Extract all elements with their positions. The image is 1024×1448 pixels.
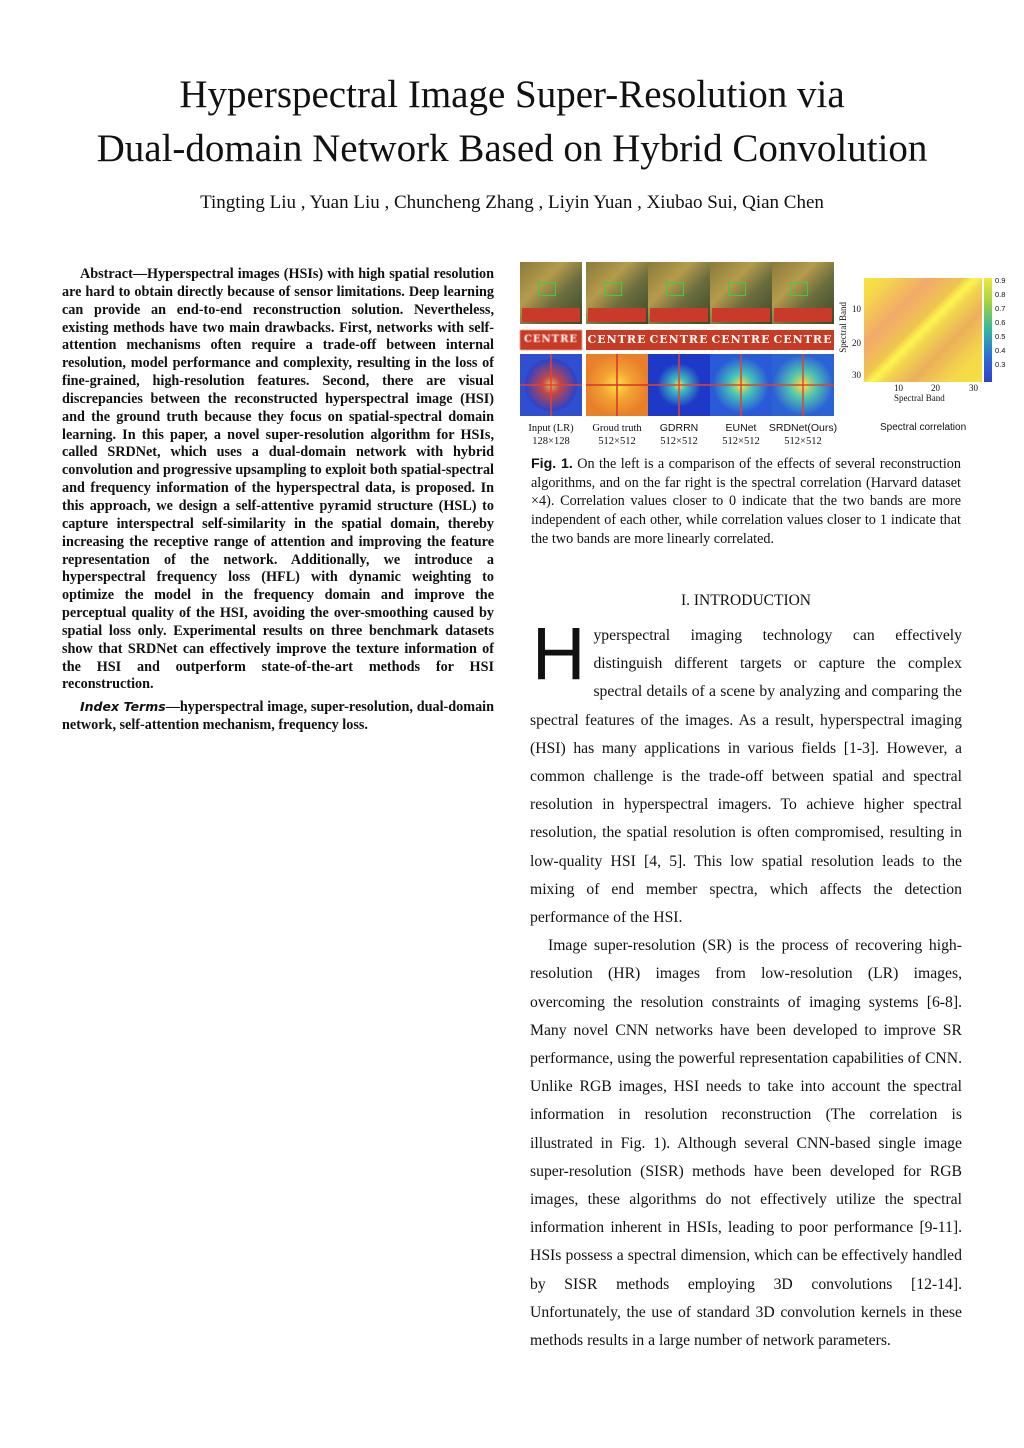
scene-image	[772, 262, 834, 324]
intro-paragraph-1: Hyperspectral imaging technology can effectively distinguish different targets or capture the complex spectral details of a scene by analyzing and comparing the spectral features of the images. As a result, hyperspectral imaging (HSI) has many applications in various fields [1-3]. However, a common challenge is the trade-off between spatial and spectral resolution in hyperspectral imagers. To achieve higher spectral resolution, the spatial resolution is often compromised, resulting in low-quality HSI [4, 5]. This low spatial resolution leads to the mixing of end member spectra, which affects the detection performance of the HSI.	[530, 612, 962, 927]
title-line-1: Hyperspectral Image Super-Resolution via	[179, 73, 845, 116]
index-terms-label: Index Terms	[80, 699, 166, 715]
scene-image	[586, 262, 648, 324]
zoom-crop: CENTRE	[710, 330, 772, 350]
colorbar-tick: 0.4	[995, 346, 1006, 355]
abstract-column	[62, 266, 494, 735]
zoom-crop: CENTRE	[772, 330, 834, 350]
colorbar	[984, 278, 992, 382]
frequency-spectrum	[586, 354, 648, 416]
colorbar-tick: 0.3	[995, 360, 1006, 369]
heatmap-title: Spectral correlation	[880, 422, 967, 433]
tile-label: EUNet 512×512	[722, 422, 760, 447]
frequency-spectrum	[648, 354, 710, 416]
zoom-crop: CENTRE	[586, 330, 648, 350]
tile-label: Groud truth 512×512	[592, 423, 642, 447]
paper-title	[0, 68, 1024, 176]
scene-image	[520, 262, 582, 324]
index-terms	[62, 698, 494, 735]
tile-label: Input (LR) 128×128	[528, 423, 574, 447]
zoom-crop: CENTRE	[520, 330, 582, 350]
caption-label: Fig. 1.	[531, 456, 573, 472]
colorbar-tick: 0.6	[995, 318, 1006, 327]
y-tick: 10	[852, 304, 861, 314]
spectral-correlation-heatmap	[864, 278, 982, 382]
colorbar-tick: 0.7	[995, 304, 1006, 313]
abstract: Abstract—Hyperspectral images (HSIs) with high spatial resolution are hard to obtain directly because of sensor limitations. Deep learning can provide an end-to-end reconstruction solution. Nevertheless, existing methods have two main drawbacks. First, networks with self-attention mechanisms often require a trade-off between internal resolution, model performance and complexity, resulting in the loss of fine-grained, high-resolution features. Second, there are visual discrepancies between the reconstructed hyperspectral image (HSI) and the ground truth because they focus on spatial-spectral domain learning. In this paper, a novel super-resolution algorithm for HSIs, called SRDNet, which uses a dual-domain network with hybrid convolution and progressive upsampling to exploit both spatial-spectral and frequency information of the hyperspectral data, is proposed. In this approach, we design a self-attentive pyramid structure (HSL) to capture interspectral self-similarity in the spatial domain, thereby increasing the receptive range of attention and improving the feature representation of the network. Additionally, we introduce a hyperspectral frequency loss (HFL) with dynamic weighting to optimize the model in the frequency domain and improve the perceptual quality of the HSI, avoiding the over-smoothing caused by spatial loss only. Experimental results on three benchmark datasets show that SRDNet can effectively improve the texture information of the HSI and outperform state-of-the-art methods for HSI reconstruction.	[62, 266, 494, 693]
x-tick: 20	[931, 383, 940, 393]
y-tick: 30	[852, 370, 861, 380]
drop-cap: H	[532, 612, 586, 695]
caption-text: On the left is a comparison of the effects of several reconstruction algorithms, and on the far right is the spectral correlation (Harvard dataset ×4). Correlation values closer to 0 indicate that the two bands are more independent of each other, while correlation values closer to 1 indicate that the two bands are more linearly correlated.	[531, 456, 961, 547]
author-list: Tingting Liu , Yuan Liu , Chuncheng Zhang , Liyin Yuan , Xiubao Sui, Qian Chen	[200, 192, 824, 213]
frequency-spectrum	[710, 354, 772, 416]
frequency-spectrum	[772, 354, 834, 416]
x-axis-label: Spectral Band	[894, 393, 945, 403]
scene-image	[648, 262, 710, 324]
figure-caption	[531, 455, 961, 549]
x-tick: 10	[894, 383, 903, 393]
tile-label: GDRRN 512×512	[659, 422, 699, 447]
y-axis-label: Spectral Band	[838, 302, 848, 353]
zoom-crop: CENTRE	[648, 330, 710, 350]
colorbar-tick: 0.5	[995, 332, 1006, 341]
index-terms-text: —hyperspectral image, super-resolution, dual-domain network, self-attention mechanism, frequency loss.	[62, 699, 494, 734]
section-heading: I. INTRODUCTION	[680, 592, 811, 609]
y-tick: 20	[852, 338, 861, 348]
frequency-spectrum	[520, 354, 582, 416]
tile-label: SRDNet(Ours) 512×512	[768, 422, 838, 447]
scene-image	[710, 262, 772, 324]
colorbar-tick: 0.8	[995, 290, 1006, 299]
intro-paragraph-2: Image super-resolution (SR) is the process of recovering high-resolution (HR) images from low-resolution (LR) images, overcoming the resolution constraints of imaging systems [6-8]. Many novel CNN networks have been developed to improve SR performance, using the powerful representation capabilities of CNN. Unlike RGB images, HSI needs to take into account the spectral information in resolution reconstruction (The correlation is illustrated in Fig. 1). Although several CNN-based single image super-resolution (SISR) methods have been developed for RGB images, these algorithms do not effectively utilize the spectral information inherent in HSIs, leading to poor performance [9-11]. HSIs possess a spectral dimension, which can be effectively handled by SISR methods employing 3D convolutions [12-14]. Unfortunately, the use of standard 3D convolution kernels in these methods results in a large number of network parameters.	[530, 937, 962, 1350]
title-line-2: Dual-domain Network Based on Hybrid Convolution	[96, 127, 928, 170]
colorbar-tick: 0.9	[995, 276, 1006, 285]
x-tick: 30	[969, 383, 978, 393]
figure-1	[520, 262, 1006, 452]
introduction-body	[530, 612, 962, 1355]
